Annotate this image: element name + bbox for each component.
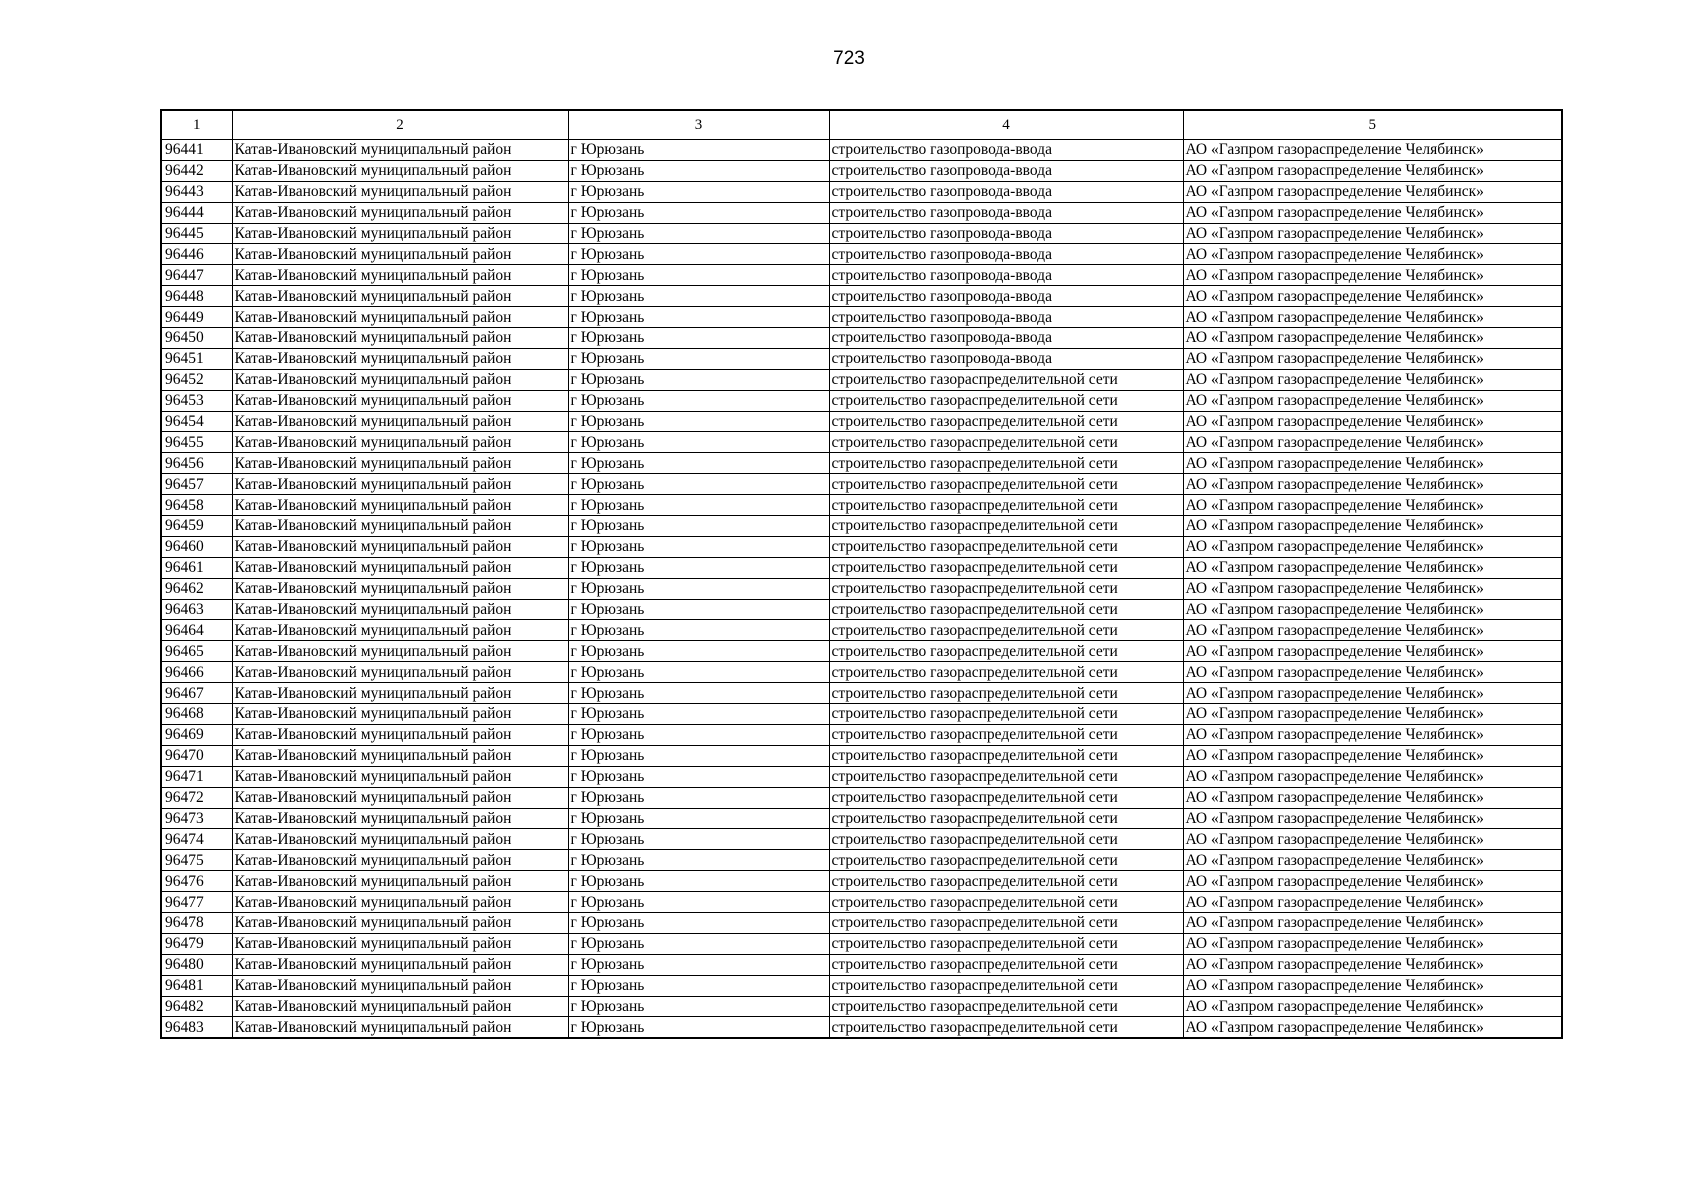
work-type-cell: строительство газораспределительной сети xyxy=(829,892,1183,913)
work-type-cell: строительство газопровода-ввода xyxy=(829,328,1183,349)
table-row xyxy=(161,662,1562,683)
record-number-cell: 96465 xyxy=(161,641,232,662)
district-cell: Катав-Ивановский муниципальный район xyxy=(232,411,568,432)
record-number-cell: 96447 xyxy=(161,265,232,286)
table-row xyxy=(161,766,1562,787)
record-number-cell: 96466 xyxy=(161,662,232,683)
record-number-cell: 96463 xyxy=(161,599,232,620)
record-number-cell: 96472 xyxy=(161,787,232,808)
table-row xyxy=(161,683,1562,704)
work-type-cell: строительство газораспределительной сети xyxy=(829,536,1183,557)
table-row xyxy=(161,704,1562,725)
locality-cell: г Юрюзань xyxy=(568,892,829,913)
table-row xyxy=(161,1017,1562,1038)
locality-cell: г Юрюзань xyxy=(568,954,829,975)
table-row xyxy=(161,181,1562,202)
district-cell: Катав-Ивановский муниципальный район xyxy=(232,975,568,996)
record-number-cell: 96476 xyxy=(161,871,232,892)
organization-cell: АО «Газпром газораспределение Челябинск» xyxy=(1183,1017,1562,1038)
district-cell: Катав-Ивановский муниципальный район xyxy=(232,850,568,871)
table-row xyxy=(161,912,1562,933)
work-type-cell: строительство газораспределительной сети xyxy=(829,599,1183,620)
table-row xyxy=(161,432,1562,453)
district-cell: Катав-Ивановский муниципальный район xyxy=(232,766,568,787)
table-row xyxy=(161,745,1562,766)
record-number-cell: 96454 xyxy=(161,411,232,432)
organization-cell: АО «Газпром газораспределение Челябинск» xyxy=(1183,620,1562,641)
district-cell: Катав-Ивановский муниципальный район xyxy=(232,328,568,349)
locality-cell: г Юрюзань xyxy=(568,787,829,808)
locality-cell: г Юрюзань xyxy=(568,223,829,244)
work-type-cell: строительство газораспределительной сети xyxy=(829,975,1183,996)
locality-cell: г Юрюзань xyxy=(568,328,829,349)
record-number-cell: 96469 xyxy=(161,724,232,745)
table-row xyxy=(161,536,1562,557)
locality-cell: г Юрюзань xyxy=(568,1017,829,1038)
organization-cell: АО «Газпром газораспределение Челябинск» xyxy=(1183,745,1562,766)
work-type-cell: строительство газораспределительной сети xyxy=(829,620,1183,641)
locality-cell: г Юрюзань xyxy=(568,265,829,286)
record-number-cell: 96467 xyxy=(161,683,232,704)
district-cell: Катав-Ивановский муниципальный район xyxy=(232,244,568,265)
organization-cell: АО «Газпром газораспределение Челябинск» xyxy=(1183,662,1562,683)
work-type-cell: строительство газораспределительной сети xyxy=(829,662,1183,683)
organization-cell: АО «Газпром газораспределение Челябинск» xyxy=(1183,495,1562,516)
organization-cell: АО «Газпром газораспределение Челябинск» xyxy=(1183,683,1562,704)
organization-cell: АО «Газпром газораспределение Челябинск» xyxy=(1183,766,1562,787)
record-number-cell: 96443 xyxy=(161,181,232,202)
table-header xyxy=(161,110,1562,140)
work-type-cell: строительство газораспределительной сети xyxy=(829,871,1183,892)
work-type-cell: строительство газопровода-ввода xyxy=(829,181,1183,202)
table-body xyxy=(161,140,1562,1039)
record-number-cell: 96446 xyxy=(161,244,232,265)
organization-cell: АО «Газпром газораспределение Челябинск» xyxy=(1183,202,1562,223)
organization-cell: АО «Газпром газораспределение Челябинск» xyxy=(1183,808,1562,829)
record-number-cell: 96444 xyxy=(161,202,232,223)
header-row xyxy=(161,110,1562,140)
locality-cell: г Юрюзань xyxy=(568,912,829,933)
work-type-cell: строительство газораспределительной сети xyxy=(829,808,1183,829)
record-number-cell: 96473 xyxy=(161,808,232,829)
district-cell: Катав-Ивановский муниципальный район xyxy=(232,683,568,704)
work-type-cell: строительство газораспределительной сети xyxy=(829,390,1183,411)
record-number-cell: 96468 xyxy=(161,704,232,725)
column-header-3: 3 xyxy=(568,110,829,140)
column-header-5: 5 xyxy=(1183,110,1562,140)
table-row xyxy=(161,307,1562,328)
table-row xyxy=(161,495,1562,516)
work-type-cell: строительство газораспределительной сети xyxy=(829,933,1183,954)
table-row xyxy=(161,933,1562,954)
table-row xyxy=(161,516,1562,537)
table-row xyxy=(161,223,1562,244)
organization-cell: АО «Газпром газораспределение Челябинск» xyxy=(1183,474,1562,495)
work-type-cell: строительство газораспределительной сети xyxy=(829,432,1183,453)
work-type-cell: строительство газораспределительной сети xyxy=(829,745,1183,766)
locality-cell: г Юрюзань xyxy=(568,432,829,453)
district-cell: Катав-Ивановский муниципальный район xyxy=(232,933,568,954)
organization-cell: АО «Газпром газораспределение Челябинск» xyxy=(1183,557,1562,578)
organization-cell: АО «Газпром газораспределение Челябинск» xyxy=(1183,724,1562,745)
organization-cell: АО «Газпром газораспределение Челябинск» xyxy=(1183,286,1562,307)
work-type-cell: строительство газопровода-ввода xyxy=(829,348,1183,369)
table-row xyxy=(161,348,1562,369)
organization-cell: АО «Газпром газораспределение Челябинск» xyxy=(1183,307,1562,328)
district-cell: Катав-Ивановский муниципальный район xyxy=(232,954,568,975)
organization-cell: АО «Газпром газораспределение Челябинск» xyxy=(1183,975,1562,996)
locality-cell: г Юрюзань xyxy=(568,578,829,599)
work-type-cell: строительство газопровода-ввода xyxy=(829,265,1183,286)
record-number-cell: 96462 xyxy=(161,578,232,599)
locality-cell: г Юрюзань xyxy=(568,202,829,223)
locality-cell: г Юрюзань xyxy=(568,453,829,474)
district-cell: Катав-Ивановский муниципальный район xyxy=(232,912,568,933)
record-number-cell: 96455 xyxy=(161,432,232,453)
table-row xyxy=(161,892,1562,913)
table-row xyxy=(161,808,1562,829)
record-number-cell: 96451 xyxy=(161,348,232,369)
organization-cell: АО «Газпром газораспределение Челябинск» xyxy=(1183,516,1562,537)
record-number-cell: 96460 xyxy=(161,536,232,557)
locality-cell: г Юрюзань xyxy=(568,704,829,725)
organization-cell: АО «Газпром газораспределение Челябинск» xyxy=(1183,453,1562,474)
table-row xyxy=(161,453,1562,474)
record-number-cell: 96464 xyxy=(161,620,232,641)
locality-cell: г Юрюзань xyxy=(568,808,829,829)
organization-cell: АО «Газпром газораспределение Челябинск» xyxy=(1183,933,1562,954)
locality-cell: г Юрюзань xyxy=(568,495,829,516)
locality-cell: г Юрюзань xyxy=(568,745,829,766)
table-row xyxy=(161,202,1562,223)
data-table xyxy=(160,109,1563,1039)
locality-cell: г Юрюзань xyxy=(568,829,829,850)
work-type-cell: строительство газораспределительной сети xyxy=(829,704,1183,725)
column-header-1: 1 xyxy=(161,110,232,140)
organization-cell: АО «Газпром газораспределение Челябинск» xyxy=(1183,787,1562,808)
district-cell: Катав-Ивановский муниципальный район xyxy=(232,620,568,641)
organization-cell: АО «Газпром газораспределение Челябинск» xyxy=(1183,411,1562,432)
district-cell: Катав-Ивановский муниципальный район xyxy=(232,536,568,557)
locality-cell: г Юрюзань xyxy=(568,369,829,390)
table-row xyxy=(161,411,1562,432)
district-cell: Катав-Ивановский муниципальный район xyxy=(232,307,568,328)
locality-cell: г Юрюзань xyxy=(568,516,829,537)
district-cell: Катав-Ивановский муниципальный район xyxy=(232,369,568,390)
table-row xyxy=(161,244,1562,265)
locality-cell: г Юрюзань xyxy=(568,244,829,265)
work-type-cell: строительство газораспределительной сети xyxy=(829,829,1183,850)
record-number-cell: 96458 xyxy=(161,495,232,516)
organization-cell: АО «Газпром газораспределение Челябинск» xyxy=(1183,369,1562,390)
work-type-cell: строительство газораспределительной сети xyxy=(829,557,1183,578)
locality-cell: г Юрюзань xyxy=(568,307,829,328)
work-type-cell: строительство газораспределительной сети xyxy=(829,369,1183,390)
record-number-cell: 96479 xyxy=(161,933,232,954)
work-type-cell: строительство газораспределительной сети xyxy=(829,954,1183,975)
district-cell: Катав-Ивановский муниципальный район xyxy=(232,724,568,745)
locality-cell: г Юрюзань xyxy=(568,348,829,369)
locality-cell: г Юрюзань xyxy=(568,599,829,620)
district-cell: Катав-Ивановский муниципальный район xyxy=(232,495,568,516)
record-number-cell: 96442 xyxy=(161,160,232,181)
table-row xyxy=(161,369,1562,390)
locality-cell: г Юрюзань xyxy=(568,850,829,871)
work-type-cell: строительство газораспределительной сети xyxy=(829,453,1183,474)
table-row xyxy=(161,871,1562,892)
district-cell: Катав-Ивановский муниципальный район xyxy=(232,578,568,599)
table-row xyxy=(161,787,1562,808)
locality-cell: г Юрюзань xyxy=(568,620,829,641)
column-header-4: 4 xyxy=(829,110,1183,140)
locality-cell: г Юрюзань xyxy=(568,160,829,181)
record-number-cell: 96448 xyxy=(161,286,232,307)
record-number-cell: 96457 xyxy=(161,474,232,495)
table-row xyxy=(161,160,1562,181)
district-cell: Катав-Ивановский муниципальный район xyxy=(232,808,568,829)
district-cell: Катав-Ивановский муниципальный район xyxy=(232,787,568,808)
table-row xyxy=(161,474,1562,495)
locality-cell: г Юрюзань xyxy=(568,662,829,683)
table-row xyxy=(161,140,1562,161)
record-number-cell: 96461 xyxy=(161,557,232,578)
table-row xyxy=(161,996,1562,1017)
table-row xyxy=(161,954,1562,975)
district-cell: Катав-Ивановский муниципальный район xyxy=(232,432,568,453)
district-cell: Катав-Ивановский муниципальный район xyxy=(232,745,568,766)
work-type-cell: строительство газопровода-ввода xyxy=(829,223,1183,244)
organization-cell: АО «Газпром газораспределение Челябинск» xyxy=(1183,181,1562,202)
work-type-cell: строительство газопровода-ввода xyxy=(829,307,1183,328)
district-cell: Катав-Ивановский муниципальный район xyxy=(232,453,568,474)
organization-cell: АО «Газпром газораспределение Челябинск» xyxy=(1183,578,1562,599)
table-row xyxy=(161,328,1562,349)
organization-cell: АО «Газпром газораспределение Челябинск» xyxy=(1183,536,1562,557)
table-row xyxy=(161,829,1562,850)
work-type-cell: строительство газораспределительной сети xyxy=(829,724,1183,745)
work-type-cell: строительство газопровода-ввода xyxy=(829,244,1183,265)
table-row xyxy=(161,620,1562,641)
district-cell: Катав-Ивановский муниципальный район xyxy=(232,1017,568,1038)
organization-cell: АО «Газпром газораспределение Челябинск» xyxy=(1183,160,1562,181)
table-row xyxy=(161,286,1562,307)
locality-cell: г Юрюзань xyxy=(568,536,829,557)
work-type-cell: строительство газораспределительной сети xyxy=(829,516,1183,537)
organization-cell: АО «Газпром газораспределение Челябинск» xyxy=(1183,829,1562,850)
work-type-cell: строительство газораспределительной сети xyxy=(829,850,1183,871)
district-cell: Катав-Ивановский муниципальный район xyxy=(232,892,568,913)
work-type-cell: строительство газораспределительной сети xyxy=(829,996,1183,1017)
table-row xyxy=(161,850,1562,871)
district-cell: Катав-Ивановский муниципальный район xyxy=(232,599,568,620)
organization-cell: АО «Газпром газораспределение Челябинск» xyxy=(1183,912,1562,933)
district-cell: Катав-Ивановский муниципальный район xyxy=(232,390,568,411)
work-type-cell: строительство газораспределительной сети xyxy=(829,912,1183,933)
table-row xyxy=(161,641,1562,662)
district-cell: Катав-Ивановский муниципальный район xyxy=(232,996,568,1017)
district-cell: Катав-Ивановский муниципальный район xyxy=(232,140,568,161)
table-row xyxy=(161,265,1562,286)
record-number-cell: 96470 xyxy=(161,745,232,766)
district-cell: Катав-Ивановский муниципальный район xyxy=(232,223,568,244)
work-type-cell: строительство газораспределительной сети xyxy=(829,1017,1183,1038)
organization-cell: АО «Газпром газораспределение Челябинск» xyxy=(1183,996,1562,1017)
record-number-cell: 96453 xyxy=(161,390,232,411)
work-type-cell: строительство газораспределительной сети xyxy=(829,495,1183,516)
record-number-cell: 96474 xyxy=(161,829,232,850)
work-type-cell: строительство газораспределительной сети xyxy=(829,474,1183,495)
district-cell: Катав-Ивановский муниципальный район xyxy=(232,829,568,850)
locality-cell: г Юрюзань xyxy=(568,724,829,745)
record-number-cell: 96459 xyxy=(161,516,232,537)
organization-cell: АО «Газпром газораспределение Челябинск» xyxy=(1183,244,1562,265)
organization-cell: АО «Газпром газораспределение Челябинск» xyxy=(1183,954,1562,975)
organization-cell: АО «Газпром газораспределение Челябинск» xyxy=(1183,390,1562,411)
organization-cell: АО «Газпром газораспределение Челябинск» xyxy=(1183,704,1562,725)
district-cell: Катав-Ивановский муниципальный район xyxy=(232,641,568,662)
organization-cell: АО «Газпром газораспределение Челябинск» xyxy=(1183,348,1562,369)
work-type-cell: строительство газораспределительной сети xyxy=(829,411,1183,432)
organization-cell: АО «Газпром газораспределение Челябинск» xyxy=(1183,223,1562,244)
organization-cell: АО «Газпром газораспределение Челябинск» xyxy=(1183,871,1562,892)
data-table-container xyxy=(160,109,1563,1039)
record-number-cell: 96471 xyxy=(161,766,232,787)
work-type-cell: строительство газораспределительной сети xyxy=(829,787,1183,808)
district-cell: Катав-Ивановский муниципальный район xyxy=(232,265,568,286)
locality-cell: г Юрюзань xyxy=(568,411,829,432)
record-number-cell: 96441 xyxy=(161,140,232,161)
record-number-cell: 96480 xyxy=(161,954,232,975)
district-cell: Катав-Ивановский муниципальный район xyxy=(232,704,568,725)
organization-cell: АО «Газпром газораспределение Челябинск» xyxy=(1183,641,1562,662)
column-header-2: 2 xyxy=(232,110,568,140)
record-number-cell: 96475 xyxy=(161,850,232,871)
table-row xyxy=(161,390,1562,411)
record-number-cell: 96482 xyxy=(161,996,232,1017)
locality-cell: г Юрюзань xyxy=(568,766,829,787)
work-type-cell: строительство газораспределительной сети xyxy=(829,766,1183,787)
work-type-cell: строительство газораспределительной сети xyxy=(829,641,1183,662)
work-type-cell: строительство газопровода-ввода xyxy=(829,286,1183,307)
organization-cell: АО «Газпром газораспределение Челябинск» xyxy=(1183,850,1562,871)
district-cell: Катав-Ивановский муниципальный район xyxy=(232,160,568,181)
district-cell: Катав-Ивановский муниципальный район xyxy=(232,474,568,495)
work-type-cell: строительство газораспределительной сети xyxy=(829,578,1183,599)
district-cell: Катав-Ивановский муниципальный район xyxy=(232,557,568,578)
record-number-cell: 96450 xyxy=(161,328,232,349)
record-number-cell: 96449 xyxy=(161,307,232,328)
locality-cell: г Юрюзань xyxy=(568,683,829,704)
organization-cell: АО «Газпром газораспределение Челябинск» xyxy=(1183,432,1562,453)
table-row xyxy=(161,599,1562,620)
locality-cell: г Юрюзань xyxy=(568,975,829,996)
record-number-cell: 96445 xyxy=(161,223,232,244)
work-type-cell: строительство газопровода-ввода xyxy=(829,160,1183,181)
locality-cell: г Юрюзань xyxy=(568,286,829,307)
locality-cell: г Юрюзань xyxy=(568,140,829,161)
organization-cell: АО «Газпром газораспределение Челябинск» xyxy=(1183,892,1562,913)
work-type-cell: строительство газораспределительной сети xyxy=(829,683,1183,704)
district-cell: Катав-Ивановский муниципальный район xyxy=(232,871,568,892)
district-cell: Катав-Ивановский муниципальный район xyxy=(232,181,568,202)
locality-cell: г Юрюзань xyxy=(568,557,829,578)
district-cell: Катав-Ивановский муниципальный район xyxy=(232,202,568,223)
organization-cell: АО «Газпром газораспределение Челябинск» xyxy=(1183,265,1562,286)
district-cell: Катав-Ивановский муниципальный район xyxy=(232,662,568,683)
work-type-cell: строительство газопровода-ввода xyxy=(829,202,1183,223)
locality-cell: г Юрюзань xyxy=(568,996,829,1017)
work-type-cell: строительство газопровода-ввода xyxy=(829,140,1183,161)
locality-cell: г Юрюзань xyxy=(568,933,829,954)
table-row xyxy=(161,557,1562,578)
table-row xyxy=(161,724,1562,745)
locality-cell: г Юрюзань xyxy=(568,181,829,202)
locality-cell: г Юрюзань xyxy=(568,871,829,892)
district-cell: Катав-Ивановский муниципальный район xyxy=(232,286,568,307)
locality-cell: г Юрюзань xyxy=(568,474,829,495)
record-number-cell: 96481 xyxy=(161,975,232,996)
record-number-cell: 96477 xyxy=(161,892,232,913)
organization-cell: АО «Газпром газораспределение Челябинск» xyxy=(1183,140,1562,161)
record-number-cell: 96452 xyxy=(161,369,232,390)
organization-cell: АО «Газпром газораспределение Челябинск» xyxy=(1183,328,1562,349)
locality-cell: г Юрюзань xyxy=(568,641,829,662)
locality-cell: г Юрюзань xyxy=(568,390,829,411)
table-row xyxy=(161,578,1562,599)
table-row xyxy=(161,975,1562,996)
district-cell: Катав-Ивановский муниципальный район xyxy=(232,516,568,537)
record-number-cell: 96456 xyxy=(161,453,232,474)
record-number-cell: 96478 xyxy=(161,912,232,933)
district-cell: Катав-Ивановский муниципальный район xyxy=(232,348,568,369)
organization-cell: АО «Газпром газораспределение Челябинск» xyxy=(1183,599,1562,620)
page-number: 723 xyxy=(833,48,865,69)
record-number-cell: 96483 xyxy=(161,1017,232,1038)
